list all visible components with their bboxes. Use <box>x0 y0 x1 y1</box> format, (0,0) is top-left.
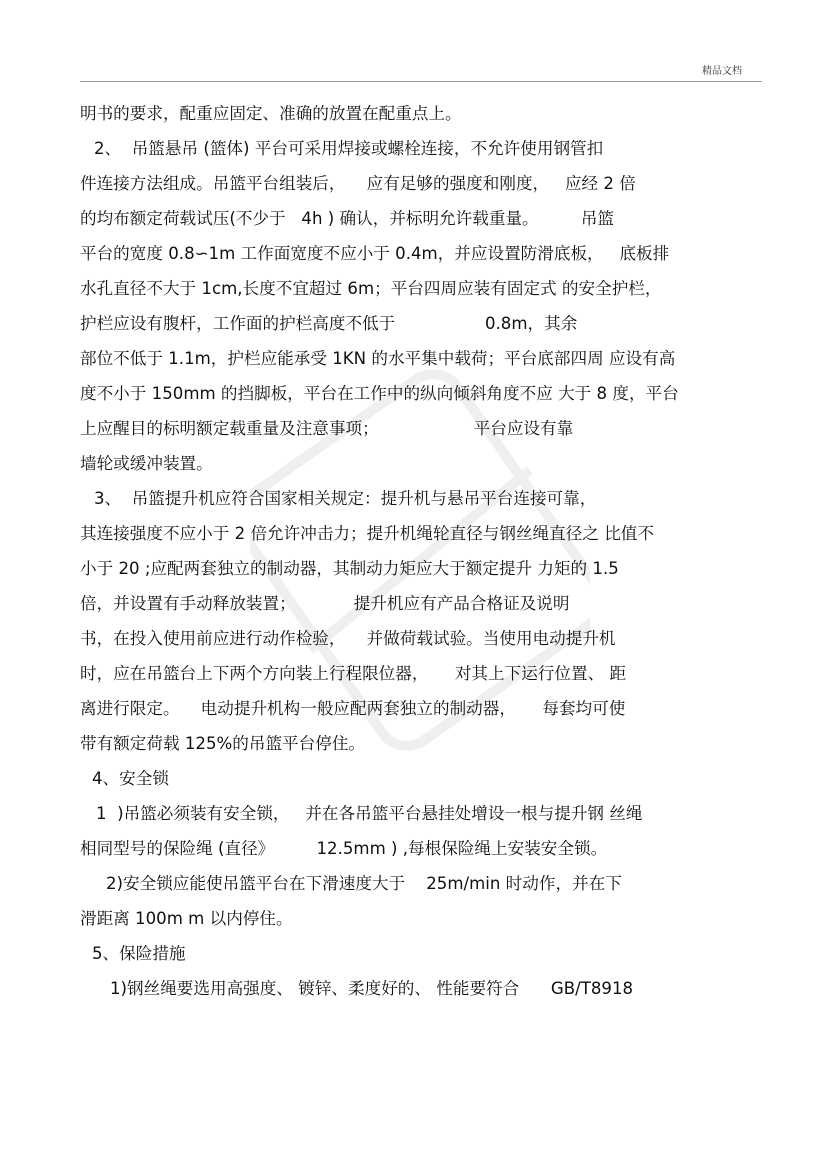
text-line: 墙轮或缓冲装置。 <box>80 454 213 473</box>
text-line: 的均布额定荷载试压(不少于 4h ) 确认，并标明允许载重量。 吊篮 <box>80 209 615 228</box>
text-line: 1 )吊篮必须装有安全锁， 并在各吊篮平台悬挂处增设一根与提升钢 丝绳 <box>96 804 643 823</box>
text-line: 5、保险措施 <box>92 944 186 963</box>
text-line: 度不小于 150mm 的挡脚板，平台在工作中的纵向倾斜角度不应 大于 8 度，平台 <box>80 384 679 403</box>
text-line: 护栏应设有腹杆，工作面的护栏高度不低于 0.8m，其余 <box>80 314 578 333</box>
document-body <box>80 96 780 1006</box>
text-line: 离进行限定。 电动提升机构一般应配两套独立的制动器， 每套均可使 <box>80 699 626 718</box>
text-line: 2、 吊篮悬吊 (篮体) 平台可采用焊接或螺栓连接，不允许使用钢管扣 <box>94 139 604 158</box>
text-line: 4、安全锁 <box>92 769 169 788</box>
text-line: 滑距离 100m m 以内停住。 <box>80 909 293 928</box>
text-line: 带有额定荷载 125%的吊篮平台停住。 <box>80 734 366 753</box>
text-line: 其连接强度不应小于 2 倍允许冲击力；提升机绳轮直径与钢丝绳直径之 比值不 <box>80 524 654 543</box>
text-line: 时，应在吊篮台上下两个方向装上行程限位器， 对其上下运行位置、 距 <box>80 664 627 683</box>
text-line: 书，在投入使用前应进行动作检验， 并做荷载试验。当使用电动提升机 <box>80 629 616 648</box>
header-divider <box>80 81 762 82</box>
text-line: 2)安全锁应能使吊篮平台在下滑速度大于 25m/min 时动作，并在下 <box>106 874 622 893</box>
text-line: 水孔直径不大于 1cm,长度不宜超过 6m；平台四周应装有固定式 的安全护栏， <box>80 279 662 298</box>
text-line: 3、 吊篮提升机应符合国家相关规定：提升机与悬吊平台连接可靠， <box>94 489 597 508</box>
header-label: 精品文档 <box>702 66 742 77</box>
text-line: 件连接方法组成。吊篮平台组装后， 应有足够的强度和刚度， 应经 2 倍 <box>80 174 636 193</box>
text-line: 平台的宽度 0.8∽1m 工作面宽度不应小于 0.4m，并应设置防滑底板， 底板排 <box>80 244 670 263</box>
text-line: 明书的要求，配重应固定、准确的放置在配重点上。 <box>80 104 462 123</box>
text-line: 相同型号的保险绳 (直径》 12.5mm ) ,每根保险绳上安装安全锁。 <box>80 839 608 858</box>
text-line: 上应醒目的标明额定载重量及注意事项； 平台应设有靠 <box>80 419 574 438</box>
text-line: 部位不低于 1.1m，护栏应能承受 1KN 的水平集中载荷；平台底部四周 应设有高 <box>80 349 676 368</box>
text-line: 1)钢丝绳要选用高强度、 镀锌、柔度好的、 性能要符合 GB/T8918 <box>110 979 634 998</box>
text-line: 倍，并设置有手动释放装置； 提升机应有产品合格证及说明 <box>80 594 570 613</box>
text-line: 小于 20 ;应配两套独立的制动器，其制动力矩应大于额定提升 力矩的 1.5 <box>80 559 619 578</box>
